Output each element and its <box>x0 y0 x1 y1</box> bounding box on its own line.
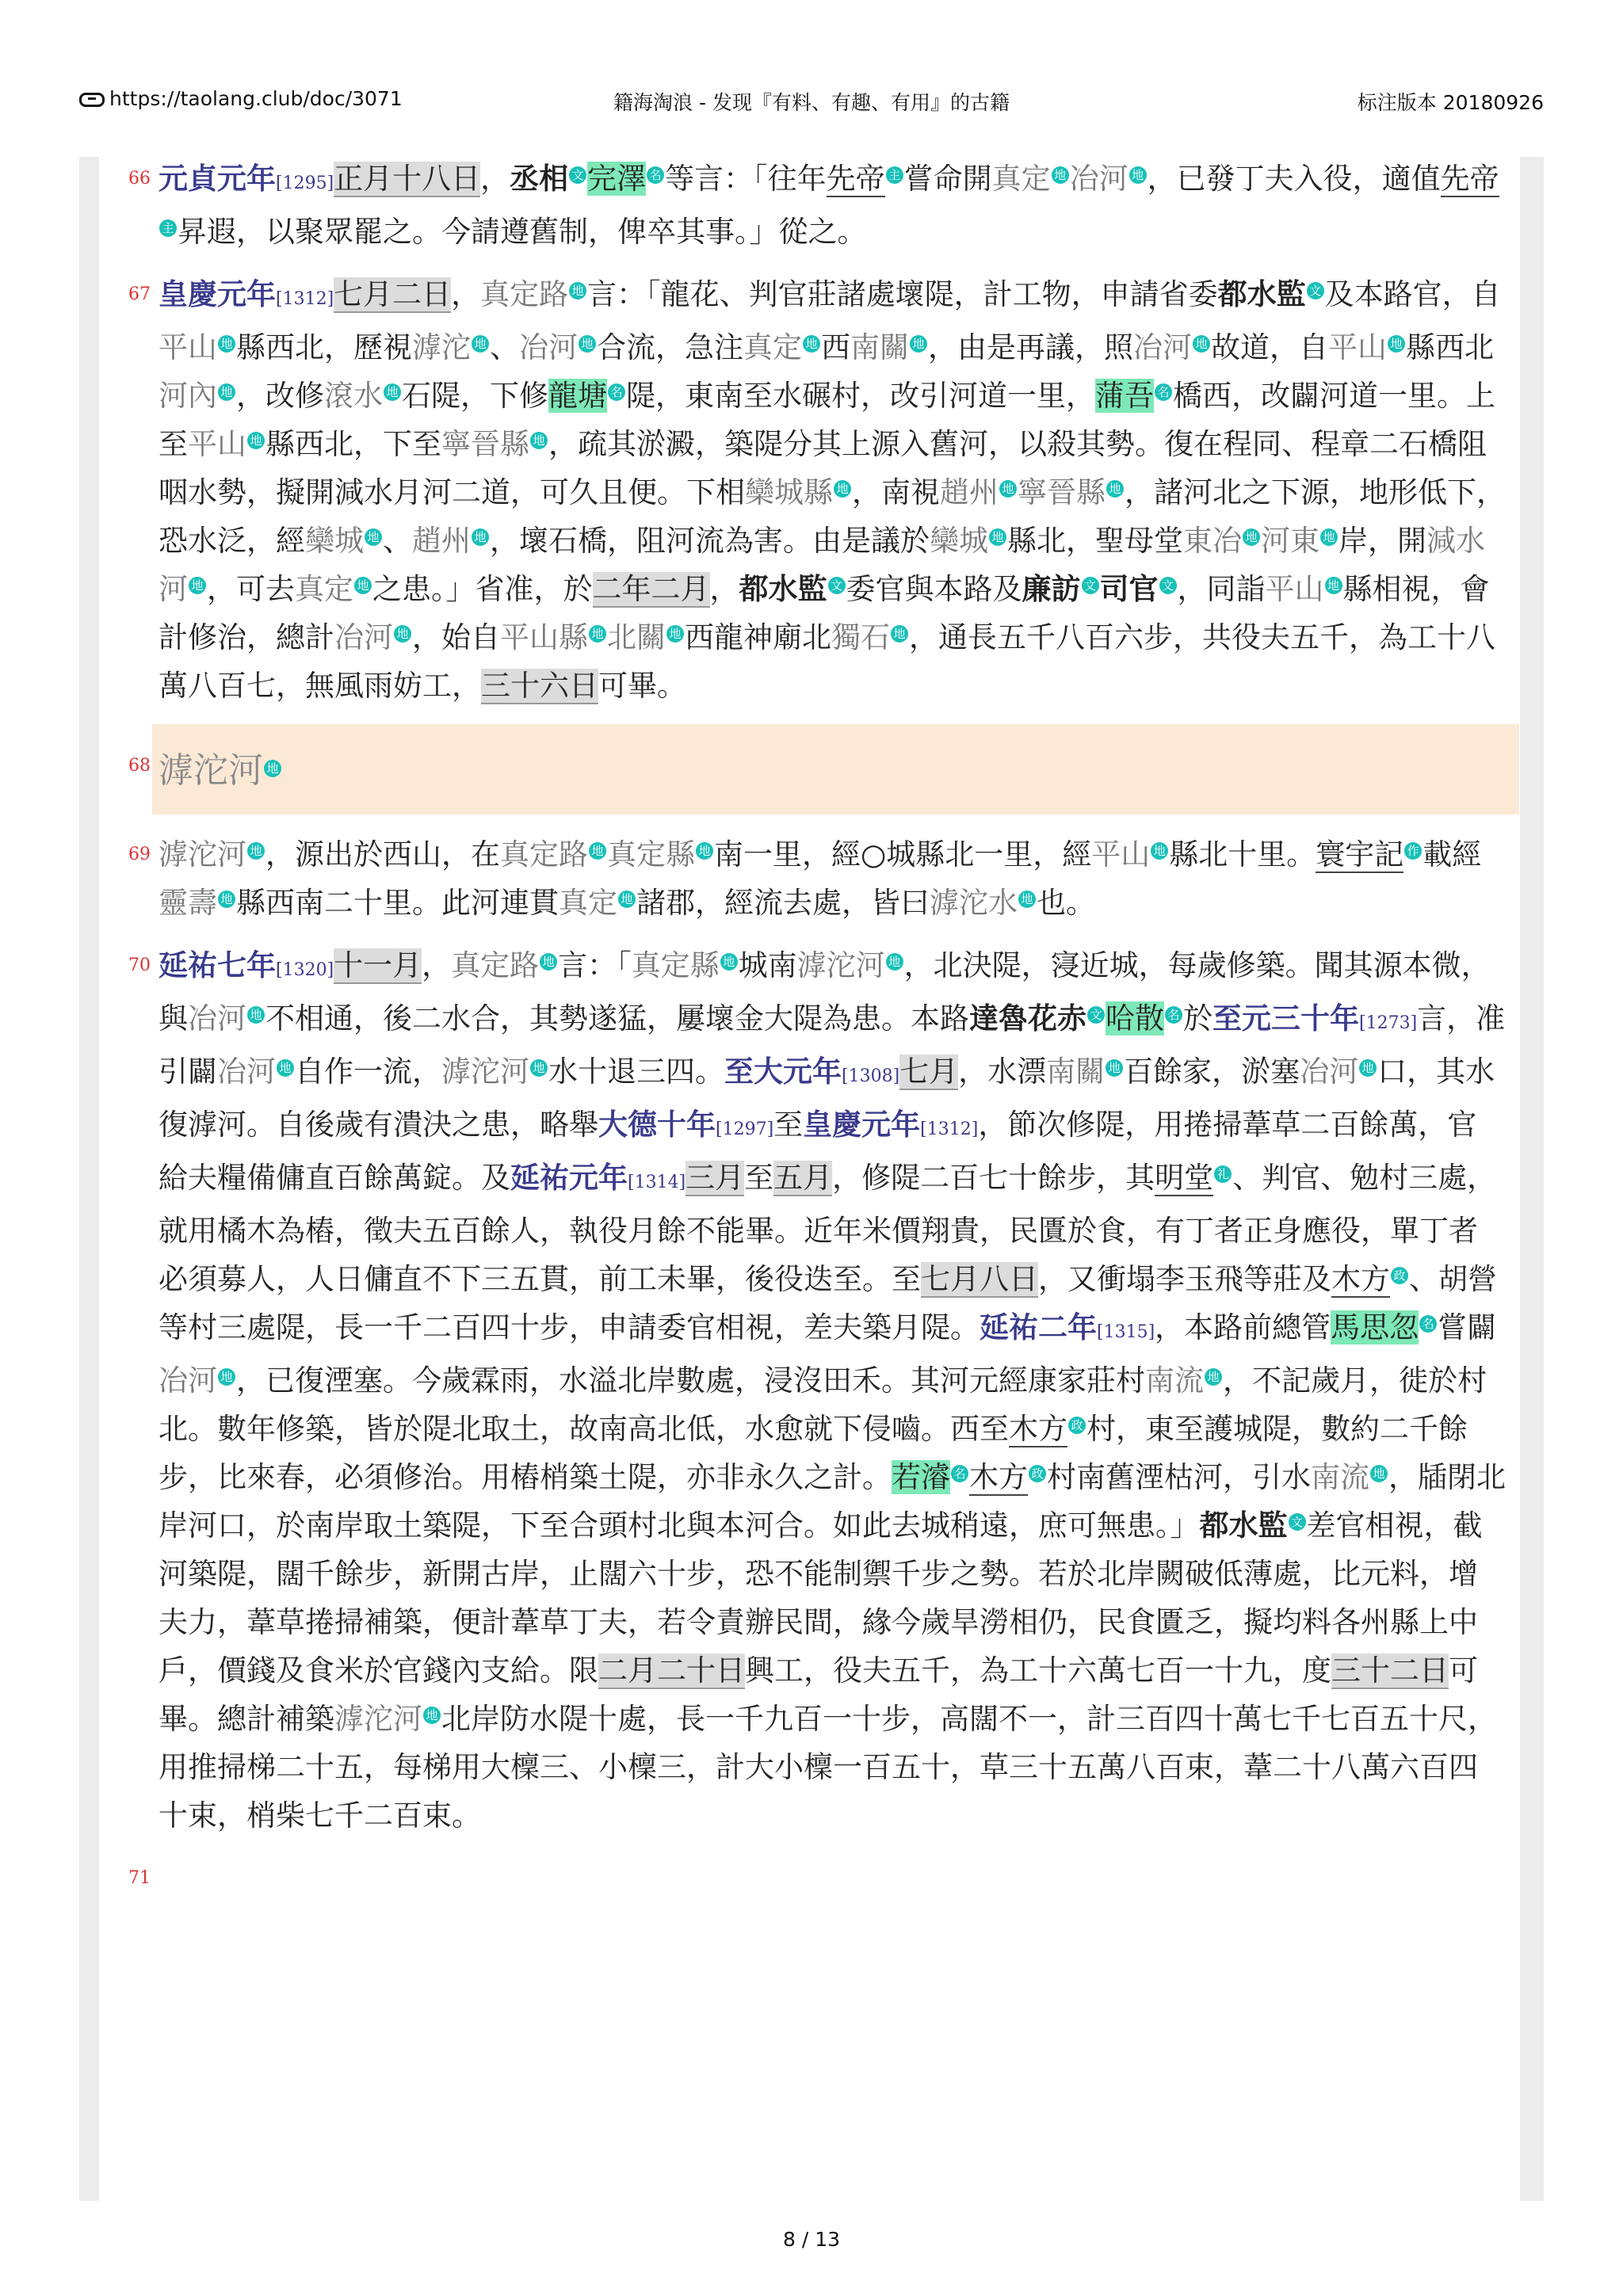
text: ，同詣 <box>1177 572 1266 606</box>
year: [1320] <box>276 960 334 980</box>
place-name: 真定 <box>991 162 1051 196</box>
place-name: 平山 <box>1328 330 1387 364</box>
tag-di-icon: 地 <box>218 335 235 353</box>
date: 正月 <box>334 162 393 196</box>
tag-di-icon: 地 <box>1151 842 1168 860</box>
text: 縣北十里。 <box>1169 837 1316 871</box>
place-name: 河內 <box>158 379 217 413</box>
text: 諸郡，經流去處，皆曰 <box>636 886 930 920</box>
text: 縣西北，下至 <box>265 427 441 461</box>
text: 、胡營等村三處隄，長一千二百四十步，申請委官相視，差夫築月隄。 <box>158 1262 1497 1344</box>
place-name: 真定路 <box>480 277 569 311</box>
place-name: 平山 <box>158 330 217 364</box>
paragraph-number: 69 <box>128 845 151 864</box>
text: 昇遐，以聚眾罷之。今請遵舊制，俾卒其事。」從之。 <box>178 215 867 249</box>
heading-title: 滹沱河 <box>158 750 263 791</box>
text: ，修隄二百七十餘步，其 <box>832 1161 1155 1195</box>
tag-di-icon: 地 <box>540 953 557 971</box>
text: 於 <box>1183 1001 1212 1035</box>
ruler-term: 先帝 <box>826 162 885 196</box>
text: ，可去 <box>207 572 295 606</box>
ritual-term: 明堂 <box>1155 1161 1214 1195</box>
paragraph-number: 67 <box>128 284 151 304</box>
official-title: 都水監 <box>739 571 827 606</box>
text: 不相通，後二水合，其勢遂猛，屢壞金大隄為患。本路 <box>265 1001 969 1035</box>
date: 七月 <box>921 1262 980 1296</box>
text: 故道，自 <box>1211 330 1328 364</box>
admin-term: 木方 <box>969 1460 1028 1494</box>
text: 言：「 <box>558 948 632 982</box>
text: 縣西南二十里。此河連貫 <box>236 886 559 920</box>
text: 南一里，經○城縣北一里，經 <box>714 837 1092 871</box>
text: ，改修 <box>236 379 324 413</box>
tag-di-icon: 地 <box>264 760 281 777</box>
tag-li-icon: 礼 <box>1214 1165 1232 1183</box>
year: [1312] <box>276 289 334 309</box>
place-name: 真定 <box>559 886 617 920</box>
text: 差官相視，截河築隄，闊千餘步，新開古岸，止闊六十步，恐不能制禦千步之勢。若於北岸闕破低薄處，比元料，增夫力，葦草捲掃補築，便計葦草丁夫，若令責辦民間，緣今歲旱澇相仍，民食匱乏，擬均料各州縣上中戶，價錢及食米於官錢內支給。限 <box>158 1508 1483 1688</box>
place-name: 冶河 <box>158 1363 217 1398</box>
text: 百餘家，淤塞 <box>1124 1055 1300 1089</box>
text: 興工，役夫五千，為工十六萬七百一十九，度 <box>745 1653 1331 1688</box>
text: 委官與本路及 <box>846 572 1022 606</box>
text: ，由是再議，照 <box>928 330 1133 364</box>
place-name: 平山 <box>188 427 246 461</box>
tag-ming-icon: 名 <box>1155 383 1172 401</box>
year: [1297] <box>716 1119 774 1139</box>
tag-di-icon: 地 <box>1243 528 1260 546</box>
paragraph-number: 68 <box>128 756 151 776</box>
text: ，壞石橋，阻河流為害。由是議於 <box>490 524 930 558</box>
text: 及本路官，自 <box>1324 277 1501 311</box>
text: 、 <box>490 330 519 364</box>
text: 水十退三四。 <box>548 1055 724 1089</box>
text: ，水漂 <box>958 1055 1047 1089</box>
text: ，疏其淤澱，築隄分其上源入舊河，以殺其勢。復在程同、程章二石橋阻咽水勢，擬開減水月河二道，可久且便。下相 <box>158 427 1487 509</box>
place-name: 寧晉縣 <box>1018 475 1106 509</box>
text: ，始自 <box>412 620 500 654</box>
tag-ming-icon: 名 <box>608 383 625 401</box>
place-name: 冶河 <box>334 620 393 654</box>
text: ，源出於西山，在 <box>265 837 500 871</box>
place-name: 滹沱水 <box>930 886 1018 920</box>
tag-wen-icon: 文 <box>828 577 846 594</box>
tag-di-icon: 地 <box>803 335 820 353</box>
place-name: 南流 <box>1145 1363 1204 1398</box>
date: 三月 <box>685 1161 745 1195</box>
page-indicator: 8 / 13 <box>782 2228 841 2251</box>
text: 隄，東南至水碾村，改引河道一里， <box>626 379 1095 413</box>
text: 村南舊湮枯河，引水 <box>1047 1460 1311 1494</box>
book-title: 寰宇記 <box>1316 837 1404 871</box>
text: ，牐閉北岸河口，於南岸取土築隄，下至合頭村北與本河合。如此去城稍遠，庶可無患。」 <box>158 1460 1506 1543</box>
tag-di-icon: 地 <box>354 577 372 594</box>
tag-di-icon: 地 <box>1325 577 1342 594</box>
text: ，本路前總管 <box>1155 1310 1331 1344</box>
tag-di-icon: 地 <box>1205 1368 1222 1386</box>
tag-zheng-icon: 政 <box>1029 1465 1046 1482</box>
tag-di-icon: 地 <box>834 480 851 498</box>
era-name: 元貞元年 <box>158 161 276 196</box>
place-name: 平山縣 <box>500 620 588 654</box>
text: 縣北，聖母堂 <box>1007 524 1183 558</box>
section-heading <box>128 724 1519 814</box>
date: 五月 <box>773 1161 833 1195</box>
text: ， <box>422 948 452 982</box>
text: ， <box>451 277 481 311</box>
year: [1295] <box>276 174 334 193</box>
text: 至 <box>773 1108 804 1142</box>
tag-di-icon: 地 <box>589 842 606 860</box>
text: ， <box>480 162 510 196</box>
source-url[interactable]: https://taolang.club/doc/3071 <box>109 87 403 110</box>
text: 橋西，改闢河道一里。上至 <box>158 379 1495 461</box>
tag-ming-icon: 名 <box>647 166 664 184</box>
year: [1308] <box>842 1066 900 1086</box>
place-name: 真定路 <box>451 948 540 982</box>
place-name: 冶河 <box>1300 1055 1359 1089</box>
place-name: 冶河 <box>1069 162 1128 196</box>
era-name: 延祐二年 <box>980 1310 1097 1344</box>
person-name: 蒲吾 <box>1095 379 1154 413</box>
tag-zhu-icon: 主 <box>886 166 903 184</box>
text: 西 <box>821 330 850 364</box>
text: 合流，急注 <box>597 330 743 364</box>
tag-di-icon: 地 <box>910 335 927 353</box>
date: 二月 <box>598 1653 657 1688</box>
place-name: 欒城 <box>930 524 988 558</box>
admin-term: 木方 <box>1009 1412 1067 1446</box>
tag-di-icon: 地 <box>891 625 908 643</box>
place-name: 趙州 <box>940 475 999 509</box>
person-name: 龍塘 <box>548 379 607 413</box>
tag-di-icon: 地 <box>1359 1059 1377 1077</box>
official-title: 都水監 <box>1199 1508 1288 1543</box>
person-name: 完澤 <box>587 162 647 196</box>
tag-di-icon: 地 <box>579 335 596 353</box>
text: 北岸防水隄十處，長一千九百一十步，高闊不一，計三百四十萬七千七百五十尺，用推掃梯二十五，每梯用大檁三、小檁三，計大小檁一百五十，草三十五萬八百束，葦二十八萬六百四十束，梢柴七千二百束。 <box>158 1702 1497 1833</box>
right-margin-stripe <box>1520 157 1544 2201</box>
text: 、 <box>383 524 412 558</box>
paragraph-67 <box>128 270 1506 710</box>
tag-di-icon: 地 <box>247 1006 265 1024</box>
year: [1315] <box>1097 1322 1155 1342</box>
place-name: 冶河 <box>1133 330 1192 364</box>
text: ，北決隄，寖近城，每歲修築。聞其源本微，與 <box>158 948 1491 1035</box>
place-name: 獨石 <box>831 620 890 654</box>
text: 可畢。總計補築 <box>158 1653 1478 1736</box>
tag-wen-icon: 文 <box>569 166 586 184</box>
tag-di-icon: 地 <box>247 842 265 860</box>
text: ，節次修隄，用捲掃葦草二百餘萬，官給夫糧備傭直百餘萬錠。及 <box>158 1108 1477 1195</box>
text: 言，准引闢 <box>158 1001 1506 1089</box>
date: 三十六日 <box>481 669 598 703</box>
place-name: 平山 <box>1265 572 1324 606</box>
text: 等言：「往年 <box>665 162 827 196</box>
text: ，通長五千八百六步，共役夫五千，為工十八萬八百七，無風雨妨工， <box>158 620 1495 703</box>
place-name: 滾水 <box>324 379 383 413</box>
official-title: 丞相 <box>510 161 569 196</box>
paragraph-70 <box>128 941 1506 1840</box>
tag-ming-icon: 名 <box>1165 1006 1182 1024</box>
date: 二月 <box>651 572 710 606</box>
tag-di-icon: 地 <box>247 432 265 449</box>
year: [1273] <box>1359 1013 1418 1033</box>
text: 嘗命開 <box>903 162 992 196</box>
era-name: 皇慶元年 <box>158 277 276 311</box>
official-title: 廉訪 <box>1022 571 1081 606</box>
text: ，已復湮塞。今歲霖雨，水溢北岸數處，浸沒田禾。其河元經康家莊村 <box>236 1363 1145 1398</box>
person-name: 若濬 <box>892 1460 950 1494</box>
site-title: 籍海淘浪 - 发现『有料、有趣、有用』的古籍 <box>613 91 1010 114</box>
paragraph-71 <box>128 1854 1506 1901</box>
place-name: 東冶 <box>1183 524 1242 558</box>
paragraph-66 <box>128 154 1506 256</box>
place-name: 減水河 <box>158 524 1485 606</box>
era-name: 至大元年 <box>724 1054 842 1089</box>
tag-ming-icon: 名 <box>951 1465 968 1482</box>
tag-di-icon: 地 <box>365 528 382 546</box>
document-body <box>128 154 1506 1901</box>
tag-di-icon: 地 <box>472 528 489 546</box>
tag-di-icon: 地 <box>218 1368 235 1386</box>
tag-di-icon: 地 <box>569 282 586 299</box>
heading-text <box>158 746 282 795</box>
place-name: 趙州 <box>412 524 471 558</box>
year: [1312] <box>920 1119 979 1139</box>
tag-di-icon: 地 <box>666 625 684 643</box>
tag-wen-icon: 文 <box>1159 577 1177 594</box>
date: 七月 <box>334 277 393 311</box>
text: 縣西北 <box>1406 330 1494 364</box>
person-name: 馬思忽 <box>1331 1310 1419 1344</box>
tag-zuo-icon: 作 <box>1404 842 1422 860</box>
tag-di-icon: 地 <box>720 953 738 971</box>
place-name: 冶河 <box>217 1055 276 1089</box>
era-name: 延祐元年 <box>510 1160 628 1195</box>
place-name: 真定 <box>743 330 802 364</box>
official-title: 司官 <box>1099 571 1159 606</box>
tag-di-icon: 地 <box>1106 1059 1123 1077</box>
paragraph-number: 66 <box>128 169 151 189</box>
date: 三十二日 <box>1331 1653 1449 1688</box>
tag-di-icon: 地 <box>472 335 489 353</box>
place-name: 滹沱河 <box>796 948 885 982</box>
text: 可畢。 <box>598 669 686 703</box>
text: ，諸河北之下源，地形低下，恐水泛，經 <box>158 475 1506 558</box>
text: 城南 <box>738 948 797 982</box>
tag-wen-icon: 文 <box>1289 1513 1306 1531</box>
text: ，不記歲月，徙於村北。數年修築，皆於隄北取土，故南高北低，水愈就下侵嚙。西至 <box>158 1363 1487 1446</box>
text: ，已發丁夫入役，適值 <box>1147 162 1441 196</box>
tag-di-icon: 地 <box>1018 891 1036 908</box>
tag-di-icon: 地 <box>530 1059 548 1077</box>
tag-di-icon: 地 <box>999 480 1017 498</box>
place-name: 滹沱河 <box>441 1055 529 1089</box>
page-header <box>0 0 1623 114</box>
text: 至 <box>744 1161 774 1195</box>
date: 二日 <box>392 277 452 311</box>
place-name: 滹沱 <box>412 330 471 364</box>
era-name: 至元三十年 <box>1212 1001 1359 1035</box>
place-name: 平山 <box>1091 837 1151 871</box>
tag-di-icon: 地 <box>189 577 206 594</box>
left-margin-stripe <box>79 157 99 2201</box>
text: 、判官、勉村三處，就用橘木為樁，徵夫五百餘人，執役月餘不能畢。近年米價翔貴，民匱於食，有丁者正身應役，單丁者必須募人，人日傭直不下三五貫，前工未畢，後役迭至。至 <box>158 1161 1497 1296</box>
paragraph-number: 71 <box>128 1868 151 1888</box>
official-title: 都水監 <box>1217 277 1306 311</box>
text: 縣西北，歷視 <box>236 330 412 364</box>
place-name: 寧晉縣 <box>441 427 529 461</box>
tag-di-icon: 地 <box>989 528 1006 546</box>
place-name: 真定路 <box>500 837 588 871</box>
tag-di-icon: 地 <box>1320 528 1338 546</box>
text: 嘗闢 <box>1438 1310 1497 1344</box>
tag-di-icon: 地 <box>384 383 401 401</box>
text: 口，其水復滹河。自後歲有潰決之患，略舉 <box>158 1055 1495 1142</box>
text: 自作一流， <box>295 1055 441 1089</box>
tag-di-icon: 地 <box>218 891 235 908</box>
place-name: 真定 <box>295 572 353 606</box>
place-name: 河東 <box>1261 524 1319 558</box>
place-name: 北關 <box>607 620 666 654</box>
paragraph-69 <box>128 830 1506 927</box>
text: ，又衝塌李玉飛等莊及 <box>1038 1262 1331 1296</box>
ruler-term: 先帝 <box>1440 162 1499 196</box>
tag-ming-icon: 名 <box>1419 1315 1437 1333</box>
text: 之患。」省准，於 <box>372 572 593 606</box>
place-name: 真定縣 <box>631 948 720 982</box>
tag-di-icon: 地 <box>886 953 903 971</box>
person-name: 哈散 <box>1106 1001 1164 1035</box>
date: 十八日 <box>392 162 481 196</box>
text: 載經 <box>1423 837 1482 871</box>
tag-zhu-icon: 主 <box>159 219 177 237</box>
tag-zheng-icon: 政 <box>1068 1417 1086 1434</box>
place-name: 南流 <box>1311 1460 1369 1494</box>
tag-di-icon: 地 <box>218 383 235 401</box>
place-name: 欒城 <box>305 524 364 558</box>
text: 言：「龍花、判官莊諸處壞隄，計工物，申請省委 <box>587 277 1218 311</box>
text: 西龍神廟北 <box>685 620 831 654</box>
text: ，南視 <box>852 475 940 509</box>
place-name: 滹沱河 <box>334 1702 422 1736</box>
tag-wen-icon: 文 <box>1082 577 1099 594</box>
date: 七月 <box>899 1055 959 1089</box>
place-name: 真定縣 <box>607 837 695 871</box>
tag-di-icon: 地 <box>1129 166 1147 184</box>
place-name: 冶河 <box>519 330 578 364</box>
tag-di-icon: 地 <box>394 625 411 643</box>
tag-wen-icon: 文 <box>1307 282 1324 299</box>
year: [1314] <box>628 1173 686 1192</box>
admin-term: 木方 <box>1331 1262 1390 1296</box>
date: 二年 <box>592 572 651 606</box>
official-title: 達魯花赤 <box>969 1001 1086 1035</box>
tag-di-icon: 地 <box>1052 166 1069 184</box>
text: 縣相視，會計修治，總計 <box>158 572 1490 654</box>
tag-di-icon: 地 <box>1106 480 1124 498</box>
text: ， <box>709 572 739 606</box>
date: 十一月 <box>334 948 422 982</box>
text: 石隄，下修 <box>402 379 548 413</box>
place-name: 南關 <box>850 330 909 364</box>
tag-di-icon: 地 <box>530 432 548 449</box>
text: 村，東至護城隄，數約二千餘步，比來春，必須修治。用樁梢築土隄，亦非永久之計。 <box>158 1412 1468 1494</box>
tag-wen-icon: 文 <box>1087 1006 1105 1024</box>
date: 八日 <box>980 1262 1038 1296</box>
place-name: 南關 <box>1046 1055 1106 1089</box>
place-name: 滹沱河 <box>158 837 246 871</box>
paragraph-number: 70 <box>128 955 151 975</box>
text: 也。 <box>1037 886 1095 920</box>
era-name: 大德十年 <box>598 1107 716 1142</box>
tag-di-icon: 地 <box>696 842 713 860</box>
place-name: 欒城縣 <box>745 475 833 509</box>
tag-di-icon: 地 <box>618 891 636 908</box>
tag-di-icon: 地 <box>423 1707 441 1724</box>
tag-di-icon: 地 <box>1193 335 1210 353</box>
place-name: 靈壽 <box>158 886 217 920</box>
tag-di-icon: 地 <box>1388 335 1405 353</box>
place-name: 冶河 <box>188 1001 246 1035</box>
text: 岸，開 <box>1338 524 1426 558</box>
tag-zheng-icon: 政 <box>1391 1267 1408 1284</box>
tag-di-icon: 地 <box>277 1059 294 1077</box>
tag-di-icon: 地 <box>589 625 606 643</box>
date: 二十日 <box>657 1653 745 1688</box>
era-name: 延祐七年 <box>158 948 276 982</box>
era-name: 皇慶元年 <box>803 1107 921 1142</box>
tag-di-icon: 地 <box>1370 1465 1388 1482</box>
version-label: 标注版本 20180926 <box>1357 91 1544 114</box>
